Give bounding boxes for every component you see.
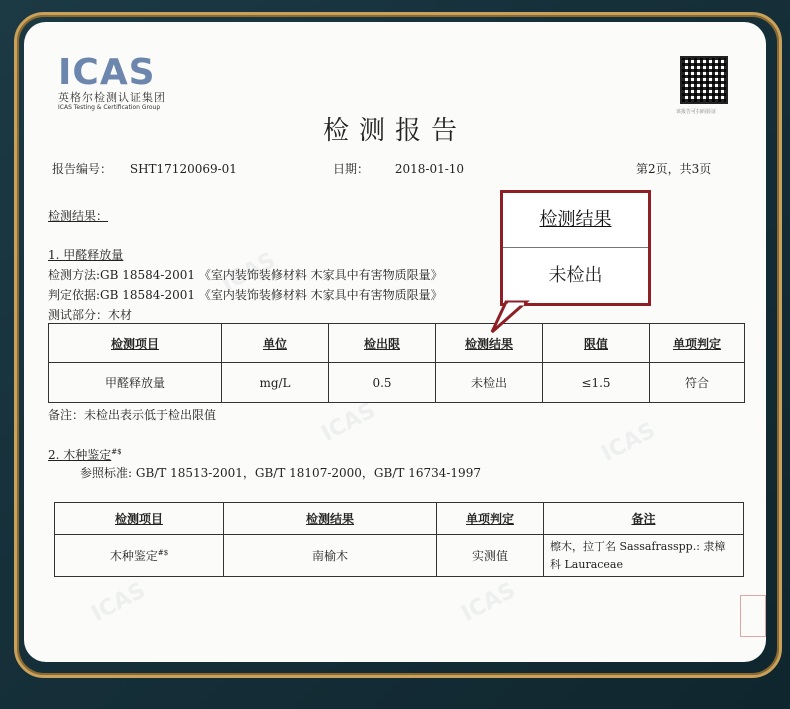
table-cell: mg/L (222, 363, 329, 403)
callout-pointer-icon (490, 300, 530, 334)
page-title: 检测报告 (322, 116, 467, 146)
report-date-value: 2018-01-10 (394, 162, 465, 176)
table-cell (55, 535, 224, 577)
table-cell: 符合 (650, 363, 745, 403)
logo-en: ICAS Testing & Certification Group (58, 104, 161, 111)
logo-brand: ICAS (58, 52, 156, 93)
table-cell (544, 535, 744, 577)
logo-cn: 英格尔检测认证集团 (58, 91, 166, 104)
col-header: 检测项目 (49, 324, 222, 363)
col-header: 检测结果 (224, 503, 437, 535)
results-heading: 检测结果： (48, 209, 109, 223)
table-row (55, 535, 744, 577)
section1-title: 1. 甲醛释放量 (48, 248, 124, 262)
remark-line: 科 Lauraceae (550, 557, 623, 571)
watermark: ICAS (457, 578, 520, 627)
watermark: ICAS (87, 578, 150, 627)
col-header: 限值 (543, 324, 650, 363)
section2-title-sup: #$ (111, 448, 122, 456)
result-callout (500, 190, 651, 306)
watermark: ICAS (317, 398, 380, 447)
col-header: 检测结果 (436, 324, 543, 363)
wood-species-table (54, 502, 744, 577)
section2-title (48, 446, 122, 463)
report-number-label: 报告编号： (52, 162, 113, 176)
col-header: 单项判定 (650, 324, 745, 363)
table-cell: 未检出 (436, 363, 543, 403)
watermark: ICAS (217, 248, 280, 297)
remark-line: 檫木，拉丁名 Sassafrasspp.: 隶樟 (550, 539, 726, 553)
table-row (49, 363, 745, 403)
qr-code-icon (680, 56, 728, 104)
col-header: 单位 (222, 324, 329, 363)
report-date (333, 160, 464, 177)
item-sup: #$ (157, 549, 169, 557)
col-header: 检测项目 (55, 503, 224, 535)
seal-stamp (740, 595, 766, 637)
formaldehyde-table (48, 323, 745, 403)
table-cell: 甲醛释放量 (49, 363, 222, 403)
section1-basis: 判定依据:GB 18584-2001 《室内装饰装修材料 木家具中有害物质限量》 (48, 288, 443, 302)
report-number (52, 160, 237, 177)
table-cell: ≤1.5 (543, 363, 650, 403)
table-cell: 实测值 (437, 535, 544, 577)
col-header: 单项判定 (437, 503, 544, 535)
callout-header: 检测结果 (503, 193, 648, 248)
table-header-row (55, 503, 744, 535)
table-header-row (49, 324, 745, 363)
section1-part: 测试部分：木材 (48, 308, 133, 322)
section1-note: 备注：未检出表示低于检出限值 (48, 408, 217, 422)
col-header: 备注 (544, 503, 744, 535)
callout-value: 未检出 (548, 265, 603, 286)
table-cell: 0.5 (329, 363, 436, 403)
icas-logo (58, 52, 178, 112)
watermark: ICAS (597, 418, 660, 467)
section1-method: 检测方法:GB 18584-2001 《室内装饰装修材料 木家具中有害物质限量》 (48, 268, 443, 282)
section2-reference: 参照标准: GB/T 18513-2001，GB/T 18107-2000，GB/T 16734-1997 (80, 466, 481, 480)
item-text: 木种鉴定 (109, 549, 158, 563)
report-date-label: 日期： (333, 162, 370, 176)
col-header: 检出限 (329, 324, 436, 363)
report-number-value: SHT17120069-01 (129, 162, 237, 176)
page-indicator: 第2页，共3页 (636, 162, 712, 176)
section2-title-text: 2. 木种鉴定 (48, 448, 112, 462)
table-cell: 南榆木 (224, 535, 437, 577)
qr-label: 该报告可扫码验证 (676, 109, 717, 115)
